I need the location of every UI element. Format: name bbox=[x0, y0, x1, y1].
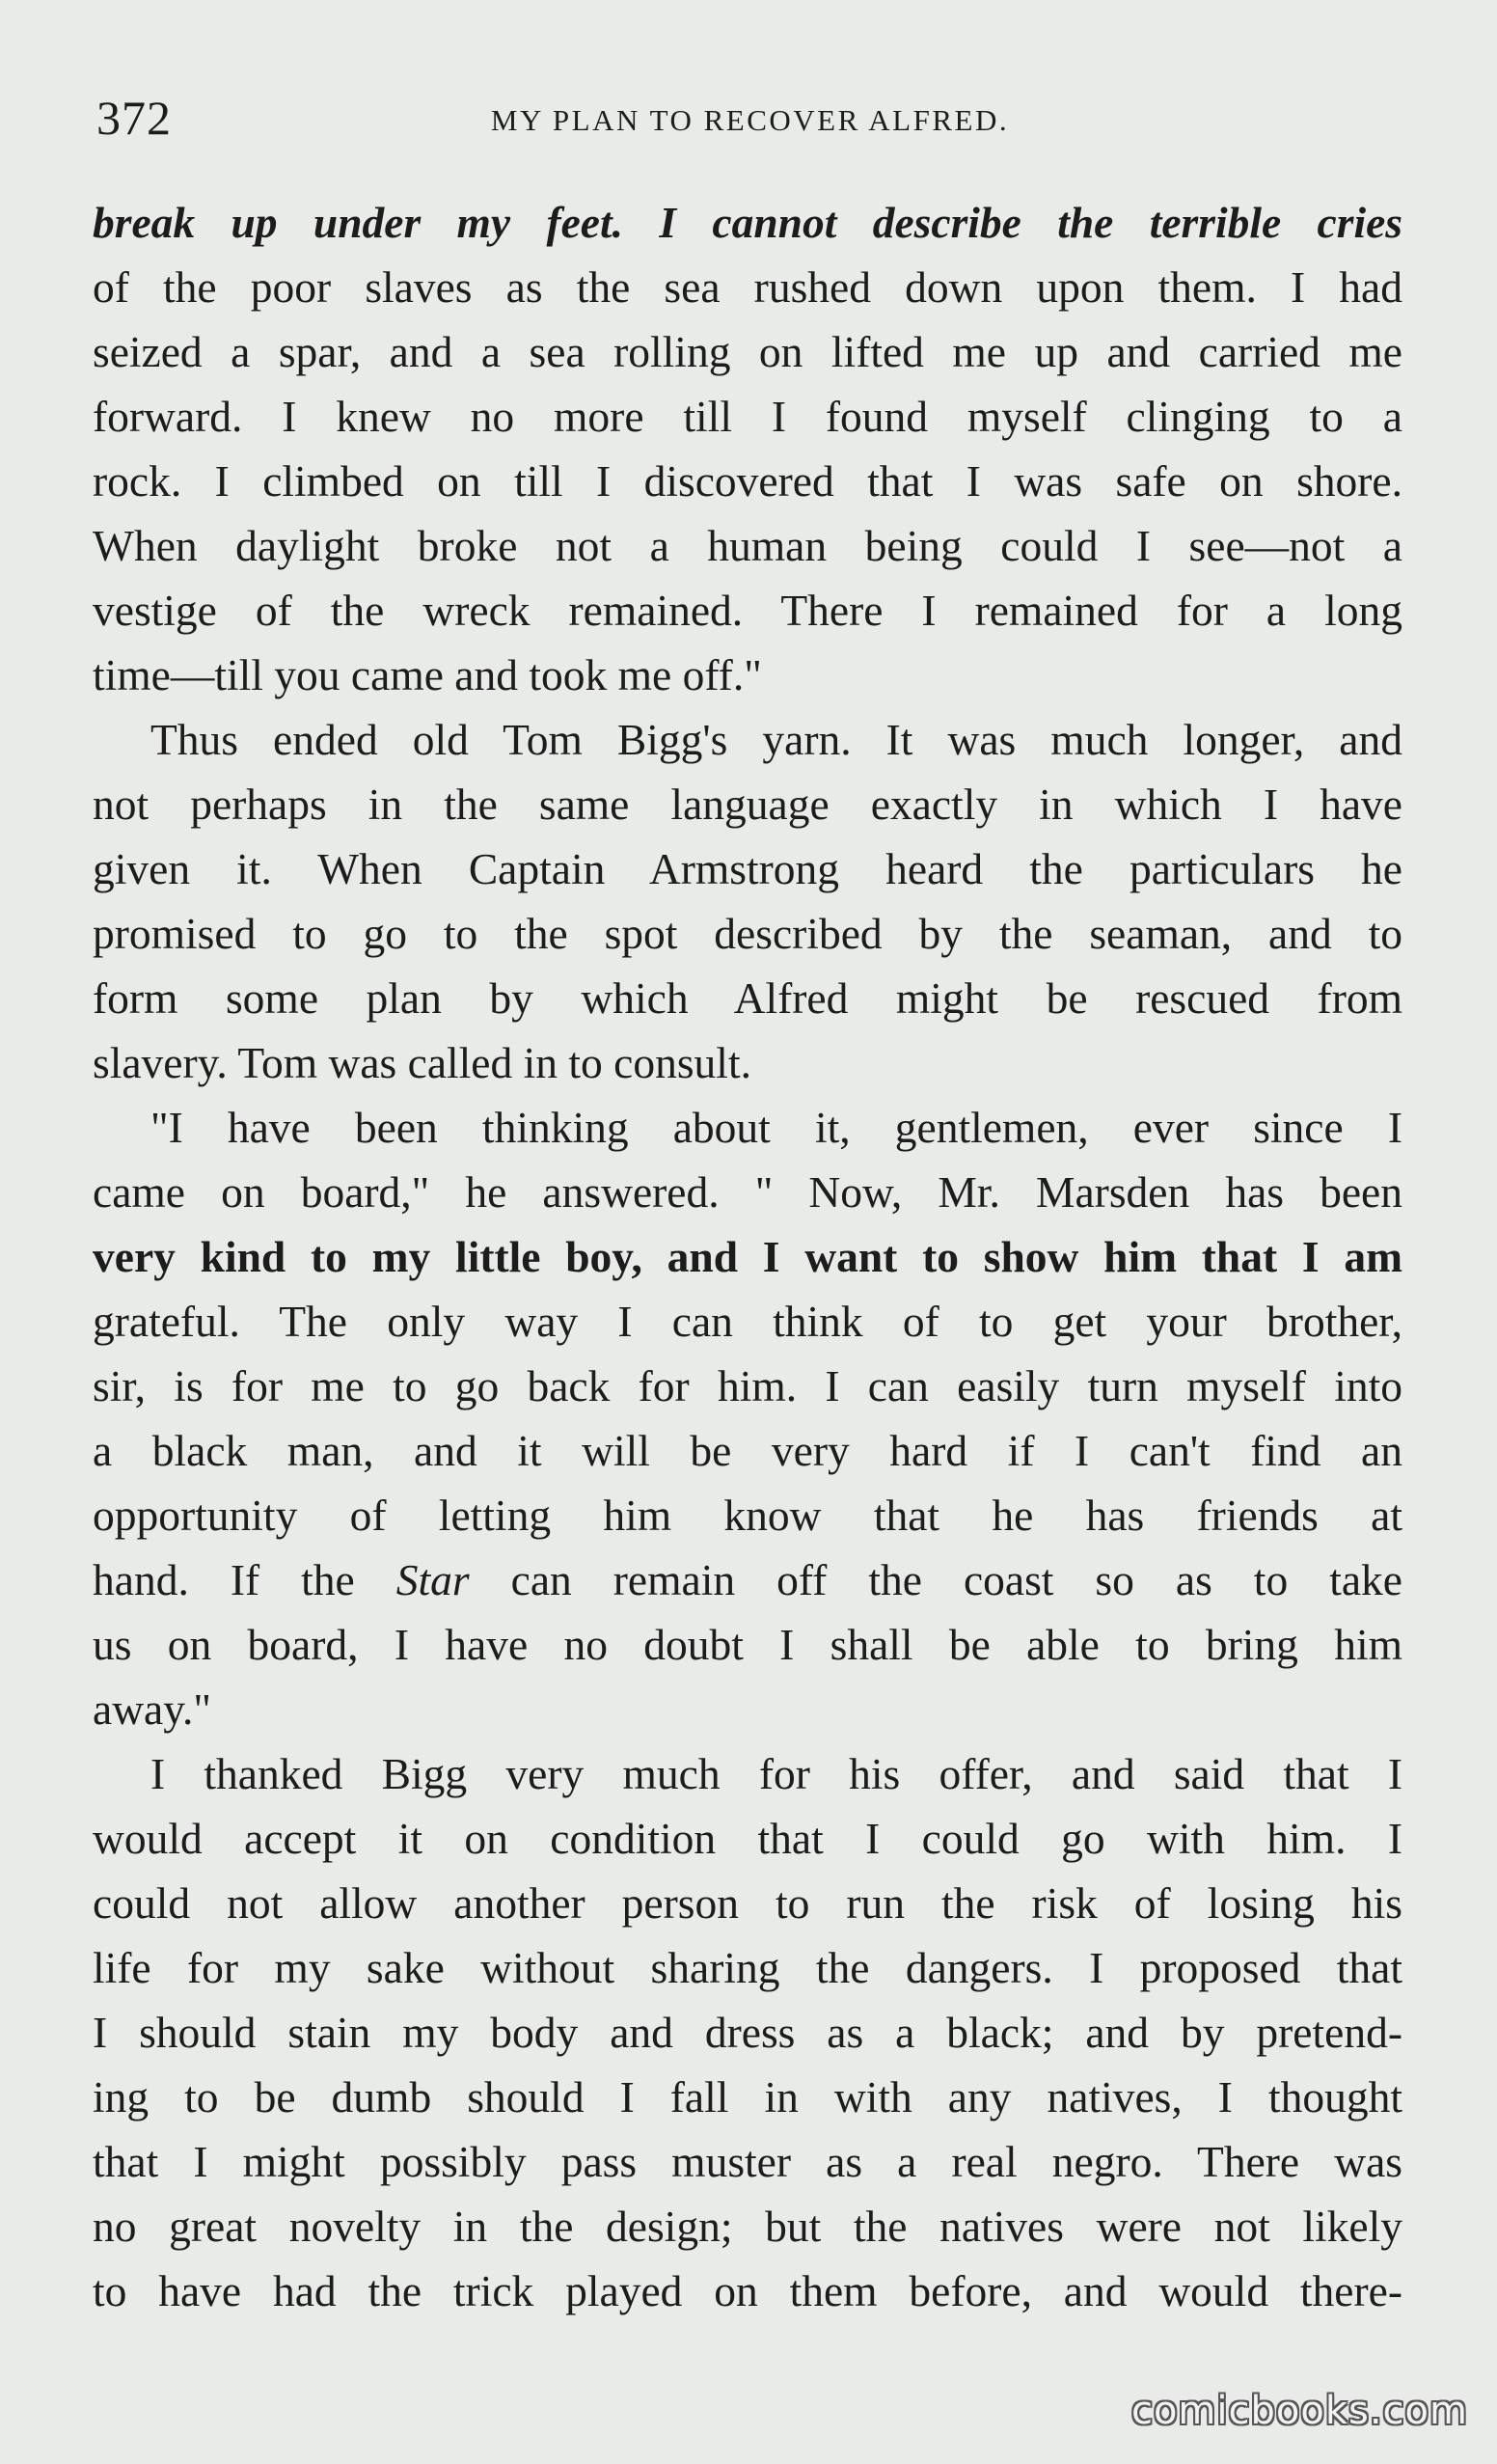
text-line: that I might possibly pass muster as a real negro. There was bbox=[93, 2137, 1402, 2186]
text-line: grateful. The only way I can think of to get your brother, bbox=[93, 1297, 1402, 1346]
text-line: hand. If the Star can remain off the coast so as to take bbox=[93, 1555, 1402, 1604]
text-line: would accept it on condition that I could go with him. I bbox=[93, 1814, 1402, 1863]
text-line: Thus ended old Tom Bigg's yarn. It was much longer, and bbox=[150, 715, 1402, 764]
text-line: not perhaps in the same language exactly in which I have bbox=[93, 780, 1402, 829]
text-line: time—till you came and took me off." bbox=[93, 650, 762, 699]
text-line: a black man, and it will be very hard if I can't find an bbox=[93, 1426, 1402, 1475]
text-line: ing to be dumb should I fall in with any natives, I thought bbox=[93, 2072, 1402, 2122]
text-line: us on board, I have no doubt I shall be able to bring him bbox=[93, 1620, 1402, 1669]
text-line: opportunity of letting him know that he has friends at bbox=[93, 1491, 1402, 1540]
text-line: "I have been thinking about it, gentlemen, ever since I bbox=[150, 1103, 1402, 1152]
text-line: given it. When Captain Armstrong heard the particulars he bbox=[93, 844, 1402, 893]
text-line: could not allow another person to run the risk of losing his bbox=[93, 1878, 1402, 1928]
text-line: rock. I climbed on till I discovered that I was safe on shore. bbox=[93, 456, 1402, 506]
running-head bbox=[96, 89, 1403, 147]
text-line: vestige of the wreck remained. There I remained for a long bbox=[93, 586, 1402, 635]
text-line: promised to go to the spot described by the seaman, and to bbox=[93, 909, 1402, 958]
text-line: sir, is for me to go back for him. I can easily turn myself into bbox=[93, 1361, 1402, 1410]
text-line: I thanked Bigg very much for his offer, and said that I bbox=[150, 1749, 1402, 1798]
text-line: to have had the trick played on them before, and would there- bbox=[93, 2266, 1402, 2315]
text-line: When daylight broke not a human being could I see—not a bbox=[93, 521, 1402, 570]
text-line: no great novelty in the design; but the natives were not likely bbox=[93, 2202, 1402, 2251]
text-line: of the poor slaves as the sea rushed down upon them. I had bbox=[93, 262, 1402, 312]
text-line: slavery. Tom was called in to consult. bbox=[93, 1038, 751, 1087]
running-title: MY PLAN TO RECOVER ALFRED. bbox=[490, 103, 1010, 137]
text-line: forward. I knew no more till I found myself clinging to a bbox=[93, 392, 1402, 441]
watermark: comicbooks.com bbox=[1130, 2389, 1468, 2433]
page-number: 372 bbox=[96, 91, 172, 145]
text-line: came on board," he answered. " Now, Mr. Marsden has been bbox=[93, 1167, 1402, 1217]
text-line: very kind to my little boy, and I want to show him that I am bbox=[93, 1232, 1402, 1281]
text-line: life for my sake without sharing the dangers. I proposed that bbox=[93, 1943, 1402, 1992]
text-line: away." bbox=[93, 1684, 211, 1734]
ship-name: Star bbox=[395, 1555, 470, 1604]
text-line: form some plan by which Alfred might be rescued from bbox=[93, 973, 1402, 1023]
body-text bbox=[93, 190, 1402, 2323]
text-line: break up under my feet. I cannot describe the terrible cries bbox=[93, 198, 1402, 247]
text-line: seized a spar, and a sea rolling on lifted me up and carried me bbox=[93, 327, 1402, 376]
text-line: I should stain my body and dress as a black; and by pretend- bbox=[93, 2008, 1402, 2057]
